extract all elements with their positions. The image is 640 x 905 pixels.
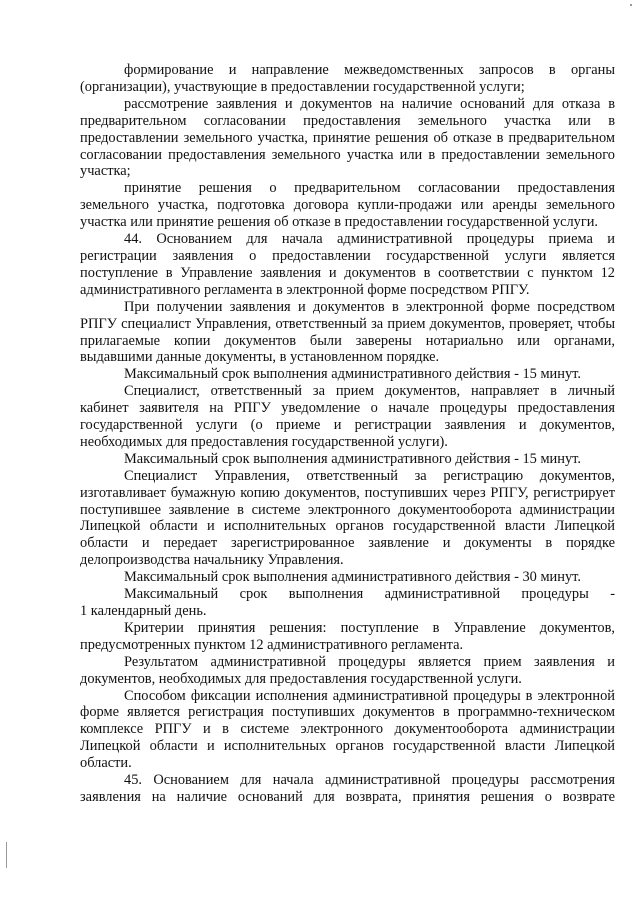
paragraph-review-refusal: рассмотрение заявления и документов на наличие оснований для отказа в предварительном согласовании предоставления земельного участка или в предоставлении земельного участка, принятие решения об отказе в предварительном согласовании предоставления земельного участка или в предоставлении земельного участка; <box>80 95 615 180</box>
paragraph-notification: Специалист, ответственный за прием документов, направляет в личный кабинет заявителя на РПГУ уведомление о начале процедуры предоставления государственной услуги (о приеме и регистрации заявления и документов, необходимых для предоставления государственной услуги). <box>80 383 615 450</box>
paragraph-electronic-receipt: При получении заявления и документов в электронной форме посредством РПГУ специалист Управления, ответственный за прием документов, проверяет, чтобы прилагаемые копии документов были заверены нотариально или органами, выдавшими данные документы, в установленном порядке. <box>80 298 615 366</box>
paragraph-registration: Специалист Управления, ответственный за регистрацию документов, изготавливает бумажную копию документов, поступивших через РПГУ, регистрирует поступившее заявление в системе электронного документооборота администрации Липецкой области и исполнительных органов государственной власти Липецкой области и передает зарегистрированное заявление и документы в порядке делопроизводства начальнику Управления. <box>80 467 615 569</box>
scan-edge-mark <box>6 842 7 868</box>
paragraph-interagency-requests: формирование и направление межведомственных запросов в органы (организации), участвующие в предоставлении государственной услуги; <box>80 62 615 95</box>
paragraph-criteria: Критерии принятия решения: поступление в Управление документов, предусмотренных пунктом 12 административного регламента. <box>80 619 615 653</box>
document-body <box>80 62 615 806</box>
paragraph-max-time-15-b: Максимальный срок выполнения административного действия - 15 минут. <box>124 450 581 467</box>
scan-corner-mark <box>630 4 632 6</box>
paragraph-max-procedure-time: Максимальный срок выполнения административной процедуры - <box>124 586 615 603</box>
paragraph-decision: принятие решения о предварительном согласовании предоставления земельного участка, подготовка договора купли-продажи или аренды земельного участка или принятие решения об отказе в предоставлении государственной услуги. <box>80 180 615 231</box>
paragraph-result: Результатом административной процедуры является прием заявления и документов, необходимых для предоставления государственной услуги. <box>80 653 615 687</box>
paragraph-one-day: 1 календарный день. <box>80 603 207 619</box>
paragraph-item-45: 45. Основанием для начала административной процедуры рассмотрения заявления на наличие оснований для возврата, принятия решения о возврате <box>80 772 615 805</box>
paragraph-max-time-30: Максимальный срок выполнения административного действия - 30 минут. <box>124 569 581 586</box>
paragraph-max-time-15-a: Максимальный срок выполнения административного действия - 15 минут. <box>124 366 581 383</box>
paragraph-item-44: 44. Основанием для начала административной процедуры приема и регистрации заявления о предоставлении государственной услуги является поступление в Управление заявления и документов в соответствии с пунктом 12 административного регламента в электронной форме посредством РПГУ. <box>80 231 615 298</box>
paragraph-fixation: Способом фиксации исполнения административной процедуры в электронной форме является регистрация поступивших документов в программно-техническом комплексе РПГУ и в системе электронного документооборота администрации Липецкой области и исполнительных органов государственной власти Липецкой области. <box>80 687 615 772</box>
